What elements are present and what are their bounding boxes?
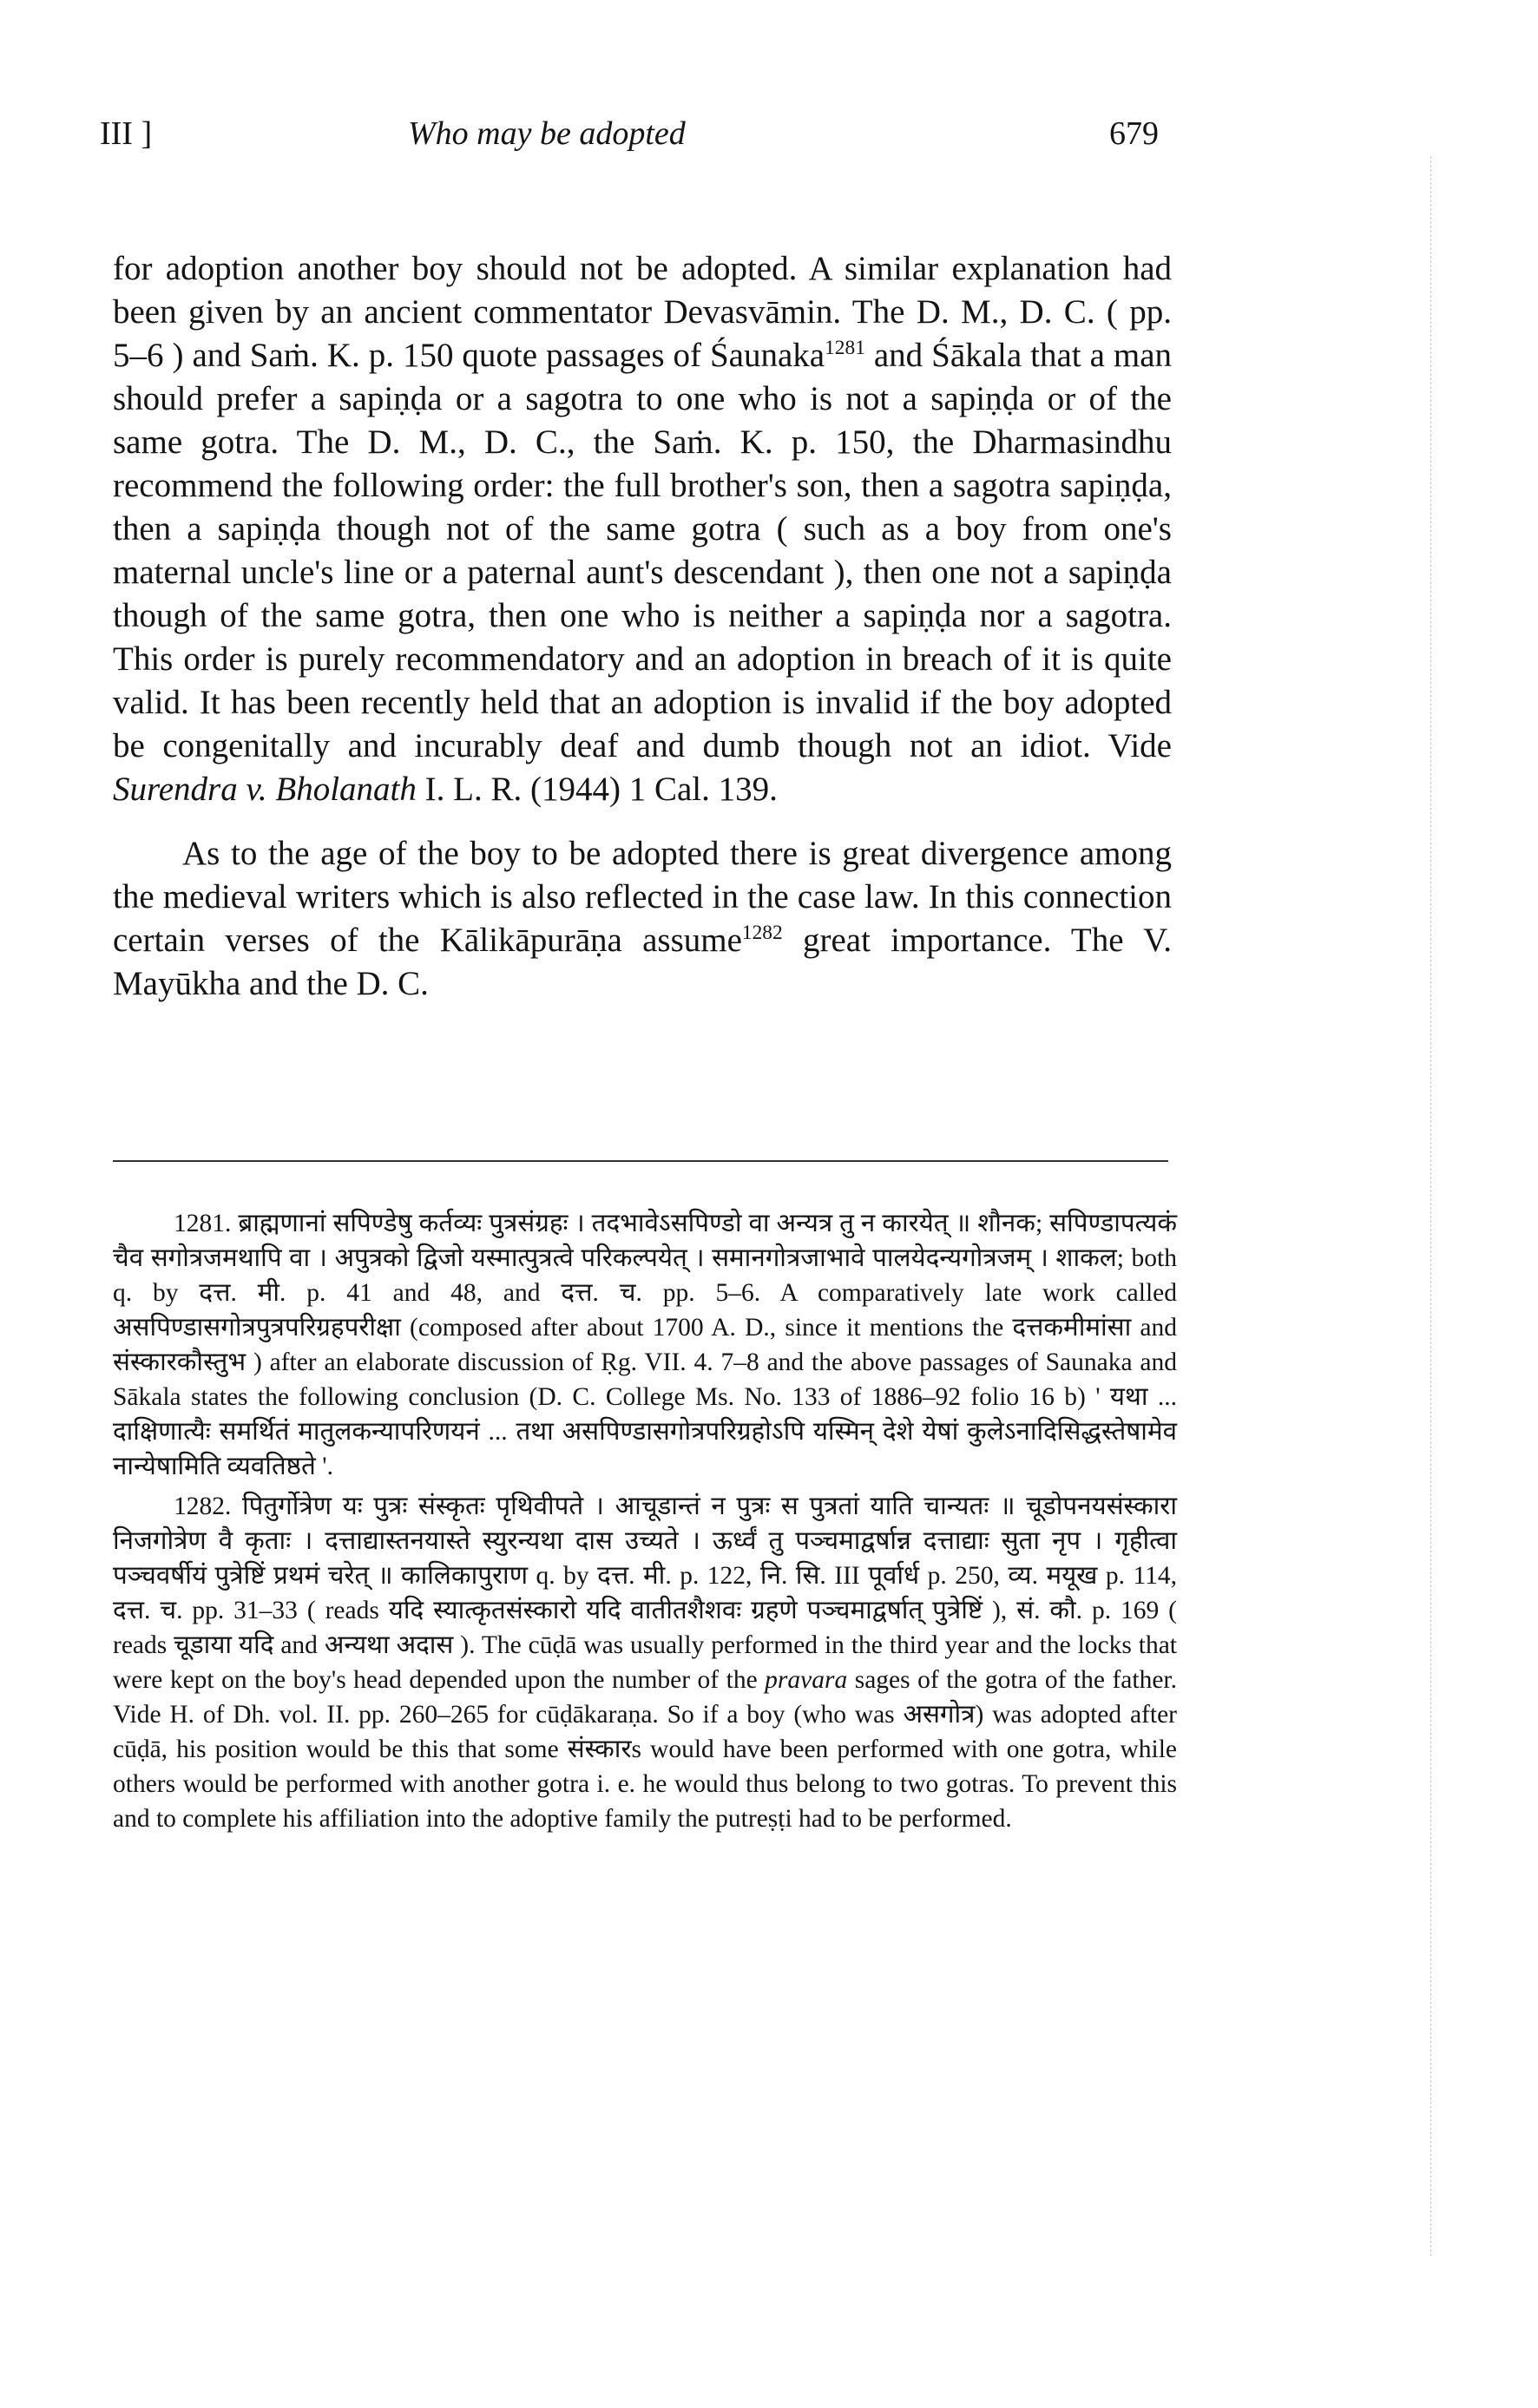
page-header (100, 115, 1176, 167)
pravara-term: pravara (765, 1666, 848, 1694)
footnote-ref-1281: 1281 (825, 337, 865, 359)
footnote-1282-part-a: 1282. पितुर्गोत्रेण यः पुत्रः संस्कृतः पृथिवीपते । आचूडान्तं न पुत्रः स पुत्रतां याति चान्यतः ॥ चूडोपनयसंस्कारा निजगोत्रेण वै कृताः । दत्ताद्यास्तनयास्ते स्युरन्यथा दास उच्यते । ऊर्ध्वं तु पञ्चमाद्वर्षान्न दत्ताद्याः सुता नृप । गृहीत्वा पञ्चवर्षीयं पुत्रेष्टिं प्रथमं चरेत् ॥ कालिकापुराण q. by दत्त. मी. p. 122, नि. सि. III पूर्वार्ध p. 250, व्य. मयूख p. 114, दत्त. च. pp. 31–33 ( reads यदि स्यात्कृतसंस्कारो यदि वातीतशैशवः ग्रहणे पञ्चमाद्वर्षात् पुत्रेष्टिं ), सं. कौ. p. 169 ( reads चूडाया यदि and अन्यथा अदास ). The cūḍā was usually performed in the third year and the locks that were kept on the boy's head depended upon the number of the (113, 1493, 1177, 1694)
footnote-1281: 1281. ब्राह्मणानां सपिण्डेषु कर्तव्यः पुत्रसंग्रहः । तदभावेऽसपिण्डो वा अन्यत्र तु न कारयेत् ॥ शौनक; सपिण्डापत्यकं चैव सगोत्रजमथापि वा । अपुत्रको द्विजो यस्मात्पुत्रत्वे परिकल्पयेत् । समानगोत्रजाभावे पालयेदन्यगोत्रजम् । शाकल; both q. by दत्त. मी. p. 41 and 48, and दत्त. च. pp. 5–6. A comparatively late work called असपिण्डासगोत्रपुत्रपरिग्रहपरीक्षा (composed after about 1700 A. D., since it mentions the दत्तकमीमांसा and संस्कारकौस्तुभ ) after an elaborate discussion of Ṛg. VII. 4. 7–8 and the above passages of Saunaka and Sākala states the following conclusion (D. C. College Ms. No. 133 of 1886–92 folio 16 b) ' यथा ... दाक्षिणात्यैः समर्थितं मातुलकन्यापरिणयनं ... तथा असपिण्डासगोत्रपरिग्रहोऽपि यस्मिन् देशे येषां कुलेऽनादिसिद्धस्तेषामेव नान्येषामिति व्यवतिष्ठते '. (113, 1210, 1177, 1480)
footnote-divider (113, 1160, 1168, 1162)
footnotes (113, 1206, 1177, 1836)
footnote-ref-1282: 1282 (741, 922, 783, 944)
paragraph-1-part-a: for adoption another boy should not be adopted. A similar explanation had been given by an ancient commentator Devasvāmin. The D. M., D. C. ( pp. 5–6 ) and Saṁ. K. p. 150 quote passages of Śaunaka (113, 250, 1172, 374)
running-title: Who may be adopted (408, 115, 686, 152)
paragraph-2-part-b: great importance. The V. Mayūkha and the D. C. (113, 922, 1172, 1002)
paragraph-1-part-b: and Śākala that a man should prefer a sapiṇḍa or a sagotra to one who is not a sapiṇḍa or of the same gotra. The D. M., D. C., the Saṁ. K. p. 150, the Dharmasindhu recommend the following order: the full brother's son, then a sagotra sapiṇḍa, then a sapiṇḍa though not of the same gotra ( such as a boy from one's maternal uncle's line or a paternal aunt's descendant ), then one not a sapiṇḍa though of the same gotra, then one who is neither a sapiṇḍa nor a sagotra. This order is purely recommendatory and an adoption in breach of it is quite valid. It has been recently held that an adoption is invalid if the boy adopted be congenitally and incurably deaf and dumb though not an idiot. Vide (113, 337, 1173, 764)
paragraph-1-part-c: I. L. R. (1944) 1 Cal. 139. (416, 771, 778, 808)
paragraph-2 (113, 832, 1172, 1006)
case-citation: Surendra v. Bholanath (113, 771, 417, 808)
main-text (113, 247, 1172, 1006)
footnote-1282 (113, 1489, 1177, 1836)
footnote-1282-part-b: sages of the gotra of the father. Vide H. of Dh. vol. II. pp. 260–265 for cūḍākaraṇa. So if a boy (who was असगोत्र) was adopted after cūḍā, his position would be this that some संस्कारs would have been performed with one gotra, while others would be performed with another gotra i. e. he would thus belong to two gotras. To prevent this and to complete his affiliation into the adoptive family the putreṣṭi had to be performed. (113, 1666, 1177, 1833)
paragraph-1 (113, 247, 1172, 811)
paragraph-2-part-a: As to the age of the boy to be adopted there is great divergence among the medieval writers which is also reflected in the case law. In this connection certain verses of the Kālikāpurāṇa assume (113, 835, 1172, 959)
scan-margin-line (1430, 156, 1431, 2256)
page-number: 679 (1109, 115, 1159, 152)
chapter-marker: III ] (100, 115, 153, 152)
